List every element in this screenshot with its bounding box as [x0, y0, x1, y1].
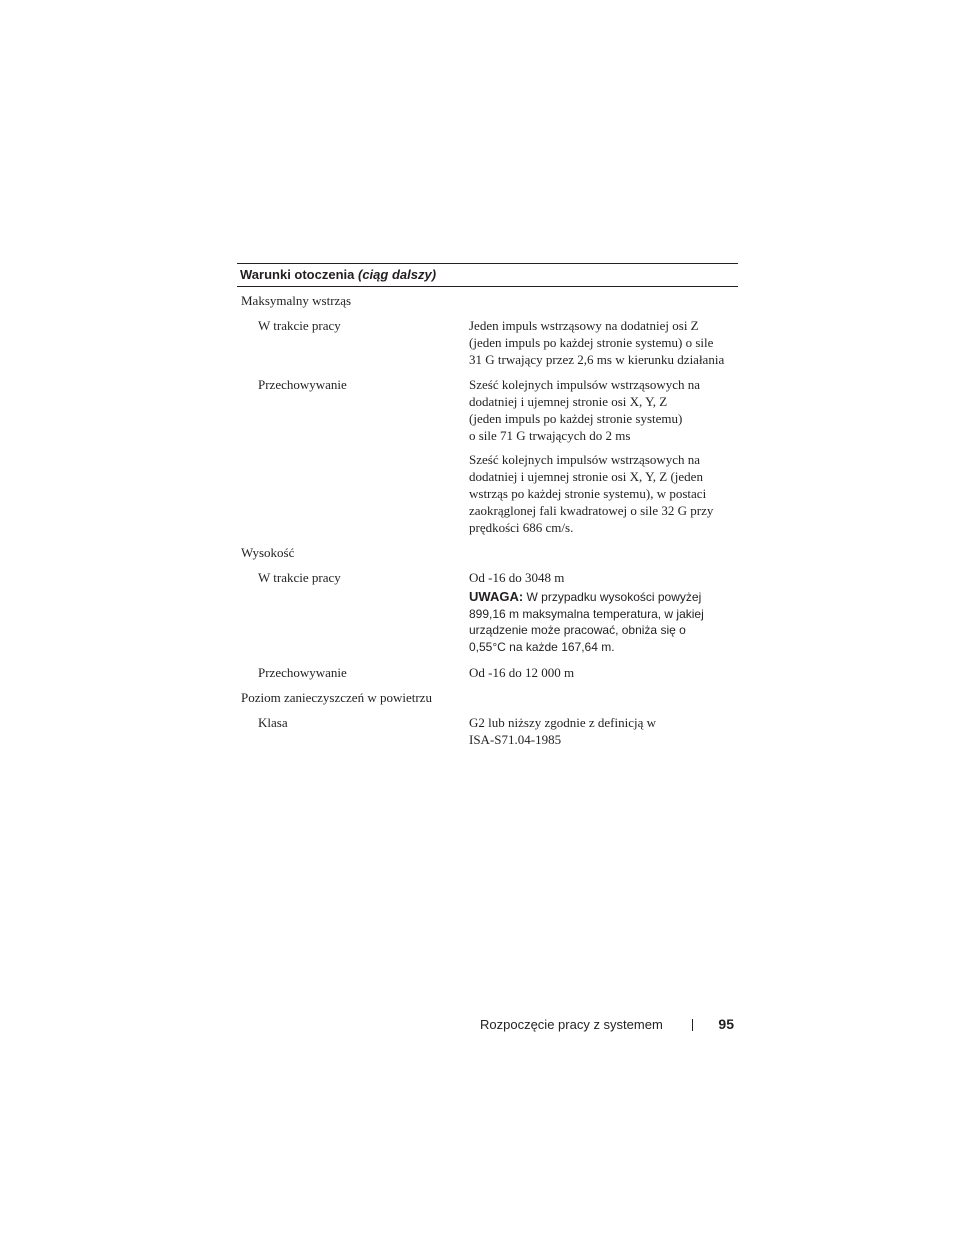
row-label-altitude-storage: Przechowywanie — [258, 665, 347, 680]
value-line: Sześć kolejnych impulsów wstrząsowych na — [469, 377, 701, 392]
value-line: ISA-S71.04-1985 — [469, 732, 562, 747]
row-value-contaminant-class — [469, 714, 741, 748]
value-line: dodatniej i ujemnej stronie osi X, Y, Z — [469, 394, 668, 409]
value-line: prędkości 686 cm/s. — [469, 520, 574, 535]
value-line: Sześć kolejnych impulsów wstrząsowych na — [469, 452, 701, 467]
environment-spec-table — [237, 263, 738, 747]
page-footer — [480, 1015, 738, 1035]
row-value-shock-storage-square-wave — [469, 451, 741, 536]
table-title-text: Warunki otoczenia — [240, 267, 355, 282]
altitude-note — [469, 589, 741, 655]
note-line: 899,16 m maksymalna temperatura, w jakiej — [469, 606, 704, 621]
value-line: (jeden impuls po każdej stronie systemu) — [469, 411, 683, 426]
row-label-altitude-operating: W trakcie pracy — [258, 570, 341, 585]
value-line: 31 G trwający przez 2,6 ms w kierunku działania — [469, 352, 725, 367]
category-max-shock: Maksymalny wstrząs — [241, 293, 352, 308]
value-line: zaokrąglonej fali kwadratowej o sile 32 G przy — [469, 503, 714, 518]
table-title — [237, 263, 738, 287]
note-line: urządzenie może pracować, obniża się o — [469, 623, 686, 637]
value-line: Jeden impuls wstrząsowy na dodatniej osi Z — [469, 318, 699, 333]
page-number: 95 — [718, 1016, 734, 1032]
note-label: UWAGA: — [469, 589, 524, 604]
value-line: G2 lub niższy zgodnie z definicją w — [469, 715, 656, 730]
value-line: o sile 71 G trwających do 2 ms — [469, 428, 631, 443]
note-line: W przypadku wysokości powyżej — [523, 590, 702, 604]
row-value-shock-storage — [469, 376, 741, 444]
value-line: wstrząs po każdej stronie systemu), w postaci — [469, 486, 707, 501]
footer-section-title: Rozpoczęcie pracy z systemem — [480, 1017, 663, 1032]
value-line: dodatniej i ujemnej stronie osi X, Y, Z (jeden — [469, 469, 703, 484]
row-value-altitude-operating — [469, 569, 741, 586]
row-value-shock-operating — [469, 317, 741, 368]
footer-separator — [692, 1019, 693, 1031]
value-line: Od -16 do 12 000 m — [469, 665, 575, 680]
row-value-altitude-storage — [469, 664, 741, 681]
row-label-shock-storage: Przechowywanie — [258, 377, 347, 392]
table-title-suffix: (ciąg dalszy) — [358, 267, 437, 282]
category-altitude: Wysokość — [241, 545, 295, 560]
row-label-contaminant-class: Klasa — [258, 715, 288, 730]
value-line: (jeden impuls po każdej stronie systemu) o sile — [469, 335, 714, 350]
row-label-shock-operating: W trakcie pracy — [258, 318, 341, 333]
value-line: Od -16 do 3048 m — [469, 570, 565, 585]
note-line: 0,55°C na każde 167,64 m. — [469, 639, 615, 654]
category-airborne-contaminant: Poziom zanieczyszczeń w powietrzu — [241, 690, 432, 705]
